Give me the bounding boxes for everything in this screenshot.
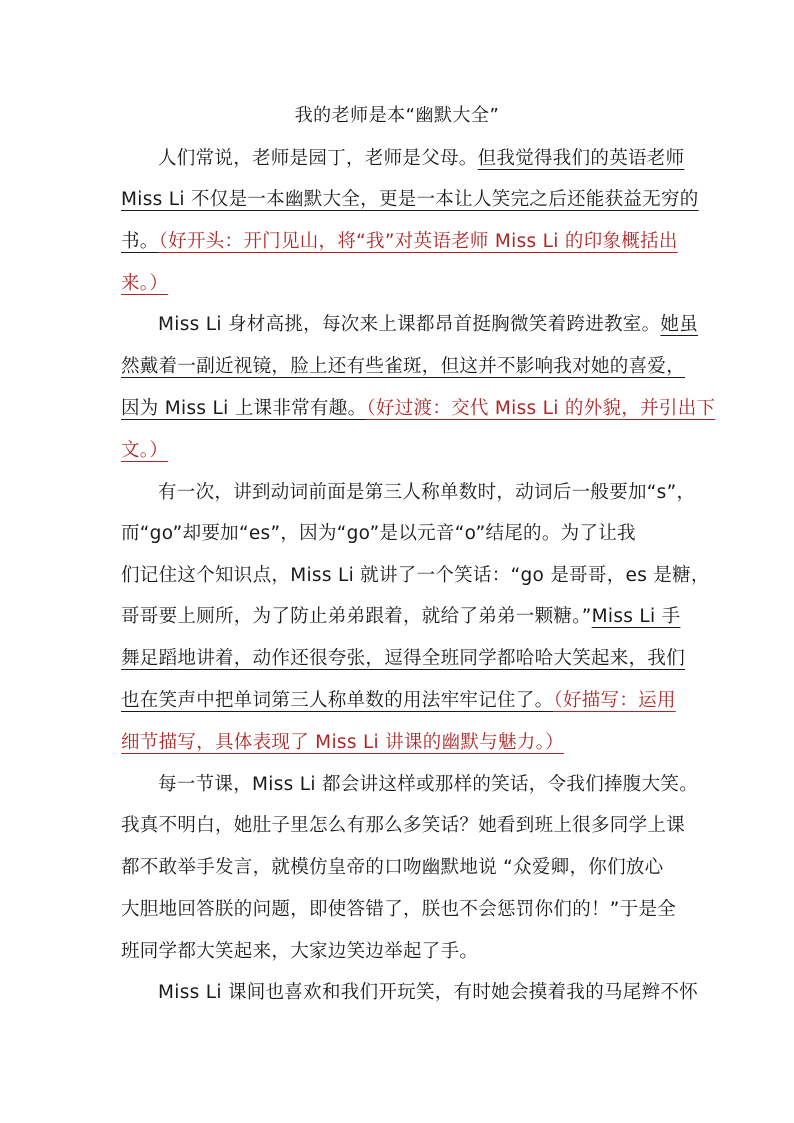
paragraph-3-line-2 [121, 521, 681, 547]
body-text: 大胆地回答朕的问题，即使答错了，朕也不会惩罚你们的！”于是全 [121, 899, 677, 920]
body-text: 有一次，讲到动词前面是第三人称单数时，动词后一般要加“s”， [158, 482, 696, 503]
body-text: 而“go”却要加“es”，因为“go”是以元音“o”结尾的。为了让我 [121, 523, 636, 544]
paragraph-2-line-2 [121, 354, 686, 380]
body-text: 都不敢举手发言，就模仿皇帝的口吻幽默地说 “众爱卿，你们放心 [121, 857, 664, 878]
body-text: 她虽 [660, 314, 698, 335]
paragraph-1-line-4 [121, 271, 681, 297]
body-text: 我真不明白，她肚子里怎么有那么多笑话？她看到班上很多同学上课 [121, 815, 686, 836]
paragraph-2-line-4 [121, 438, 681, 464]
comment-text: 文。） [121, 440, 169, 461]
body-text: 但我觉得我们的英语老师 [477, 148, 685, 169]
paragraph-4-line-4 [121, 897, 681, 923]
body-text: Miss Li 身材高挑，每次来上课都昂首挺胸微笑着跨进教室。 [158, 314, 661, 335]
body-text: 哥哥要上厕所，为了防止弟弟跟着，就给了弟弟一颗糖。” [121, 606, 592, 627]
paragraph-4-line-5 [121, 939, 681, 965]
comment-text: 细节描写，具体表现了 Miss Li 讲课的幽默与魅力。） [121, 732, 564, 753]
paragraph-5-line-1 [158, 980, 698, 1006]
paragraph-4-line-1 [158, 772, 698, 798]
paragraph-3-line-7 [121, 730, 681, 756]
body-text: 人们常说，老师是园丁，老师是父母。 [158, 148, 478, 169]
comment-text: 来。） [121, 273, 169, 294]
body-text: Miss Li 手 [591, 606, 681, 627]
body-text: Miss Li 不仅是一本幽默大全，更是一本让人笑完之后还能获益无穷的 [121, 189, 699, 210]
paragraph-1-line-3 [121, 229, 681, 255]
paragraph-3-line-4 [121, 604, 681, 630]
document-title: 我的老师是本“幽默大全” [294, 105, 500, 126]
body-text: 们记住这个知识点，Miss Li 就讲了一个笑话：“go 是哥哥，es 是糖， [121, 565, 710, 586]
body-text: 也在笑声中把单词第三人称单数的用法牢牢记住了。 [121, 690, 554, 711]
paragraph-1-line-2 [121, 187, 699, 213]
body-text: Miss Li 课间也喜欢和我们开玩笑，有时她会摸着我的马尾辫不怀 [158, 982, 698, 1003]
comment-text: （好开头：开门见山，将“我”对英语老师 Miss Li 的印象概括出 [158, 231, 678, 252]
body-text: 书。 [121, 231, 159, 252]
paragraph-3-line-1 [158, 480, 696, 506]
paragraph-3-line-6 [121, 688, 681, 714]
comment-text: （好描写：运用 [553, 690, 676, 711]
body-text: 因为 Miss Li 上课非常有趣。 [121, 398, 367, 419]
body-text: 每一节课，Miss Li 都会讲这样或那样的笑话，令我们捧腹大笑。 [158, 774, 698, 795]
body-text: 班同学都大笑起来，大家边笑边举起了手。 [121, 941, 479, 962]
body-text: 舞足蹈地讲着，动作还很夸张，逗得全班同学都哈哈大笑起来，我们 [121, 648, 686, 669]
paragraph-3-line-5 [121, 646, 686, 672]
paragraph-2-line-1 [158, 312, 698, 338]
paragraph-2-line-3 [121, 396, 716, 422]
paragraph-4-line-3 [121, 855, 681, 881]
paragraph-1-line-1 [158, 146, 685, 172]
comment-text: （好过渡：交代 Miss Li 的外貌，并引出下 [366, 398, 716, 419]
paragraph-3-line-3 [121, 563, 710, 589]
body-text: 然戴着一副近视镜，脸上还有些雀斑，但这并不影响我对她的喜爱， [121, 356, 686, 377]
paragraph-4-line-2 [121, 813, 686, 839]
